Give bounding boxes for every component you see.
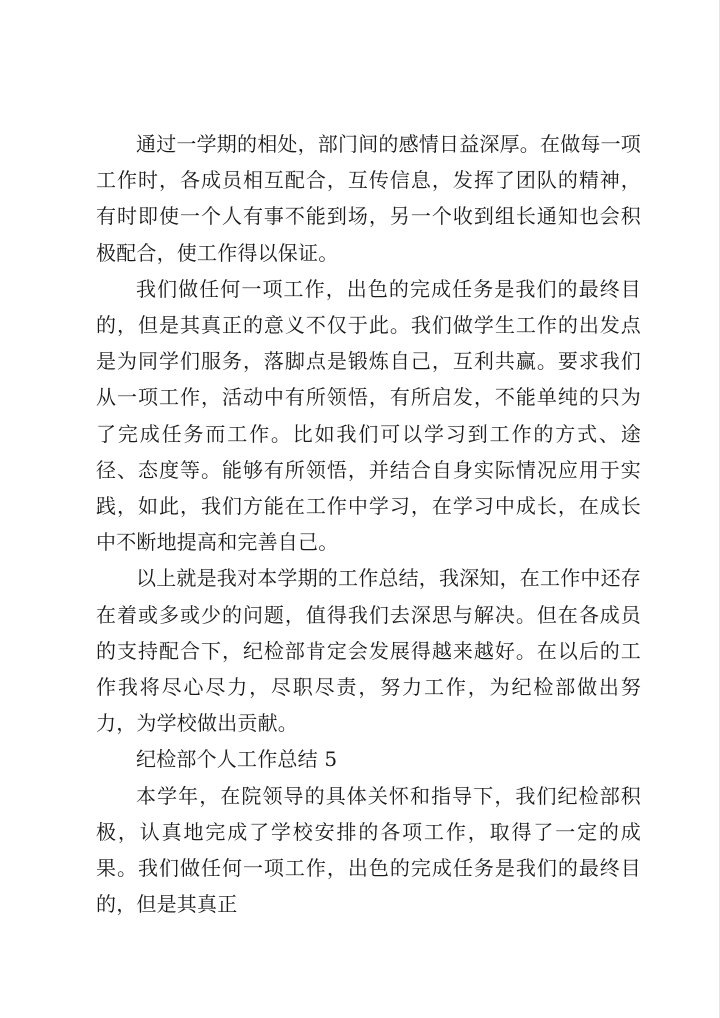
paragraph-new-section: 本学年，在院领导的具体关怀和指导下，我们纪检部积极，认真地完成了学校安排的各项工作，取得了一定的成果。我们做任何一项工作，出色的完成任务是我们的最终目的，但是其真正	[96, 783, 641, 917]
paragraph-teamwork: 通过一学期的相处，部门间的感情日益深厚。在做每一项工作时，各成员相互配合，互传信息，发挥了团队的精神，有时即使一个人有事不能到场，另一个收到组长通知也会积极配合，使工作得以保证。	[96, 132, 641, 265]
section-heading: 纪检部个人工作总结 5	[136, 747, 338, 772]
paragraph-conclusion: 以上就是我对本学期的工作总结，我深知，在工作中还存在着或多或少的问题，值得我们去深思与解决。但在各成员的支持配合下，纪检部肯定会发展得越来越好。在以后的工作我将尽心尽力，尽职尽责，努力工作，为纪检部做出努力，为学校做出贡献。	[96, 566, 641, 736]
document-body	[96, 126, 641, 922]
paragraph-work-purpose: 我们做任何一项工作，出色的完成任务是我们的最终目的，但是其真正的意义不仅于此。我们做学生工作的出发点是为同学们服务，落脚点是锻炼自己，互利共赢。要求我们从一项工作，活动中有所领悟，有所启发，不能单纯的只为了完成任务而工作。比如我们可以学习到工作的方式、途径、态度等。能够有所领悟，并结合自身实际情况应用于实践，如此，我们方能在工作中学习，在学习中成长，在成长中不断地提高和完善自己。	[96, 276, 641, 555]
